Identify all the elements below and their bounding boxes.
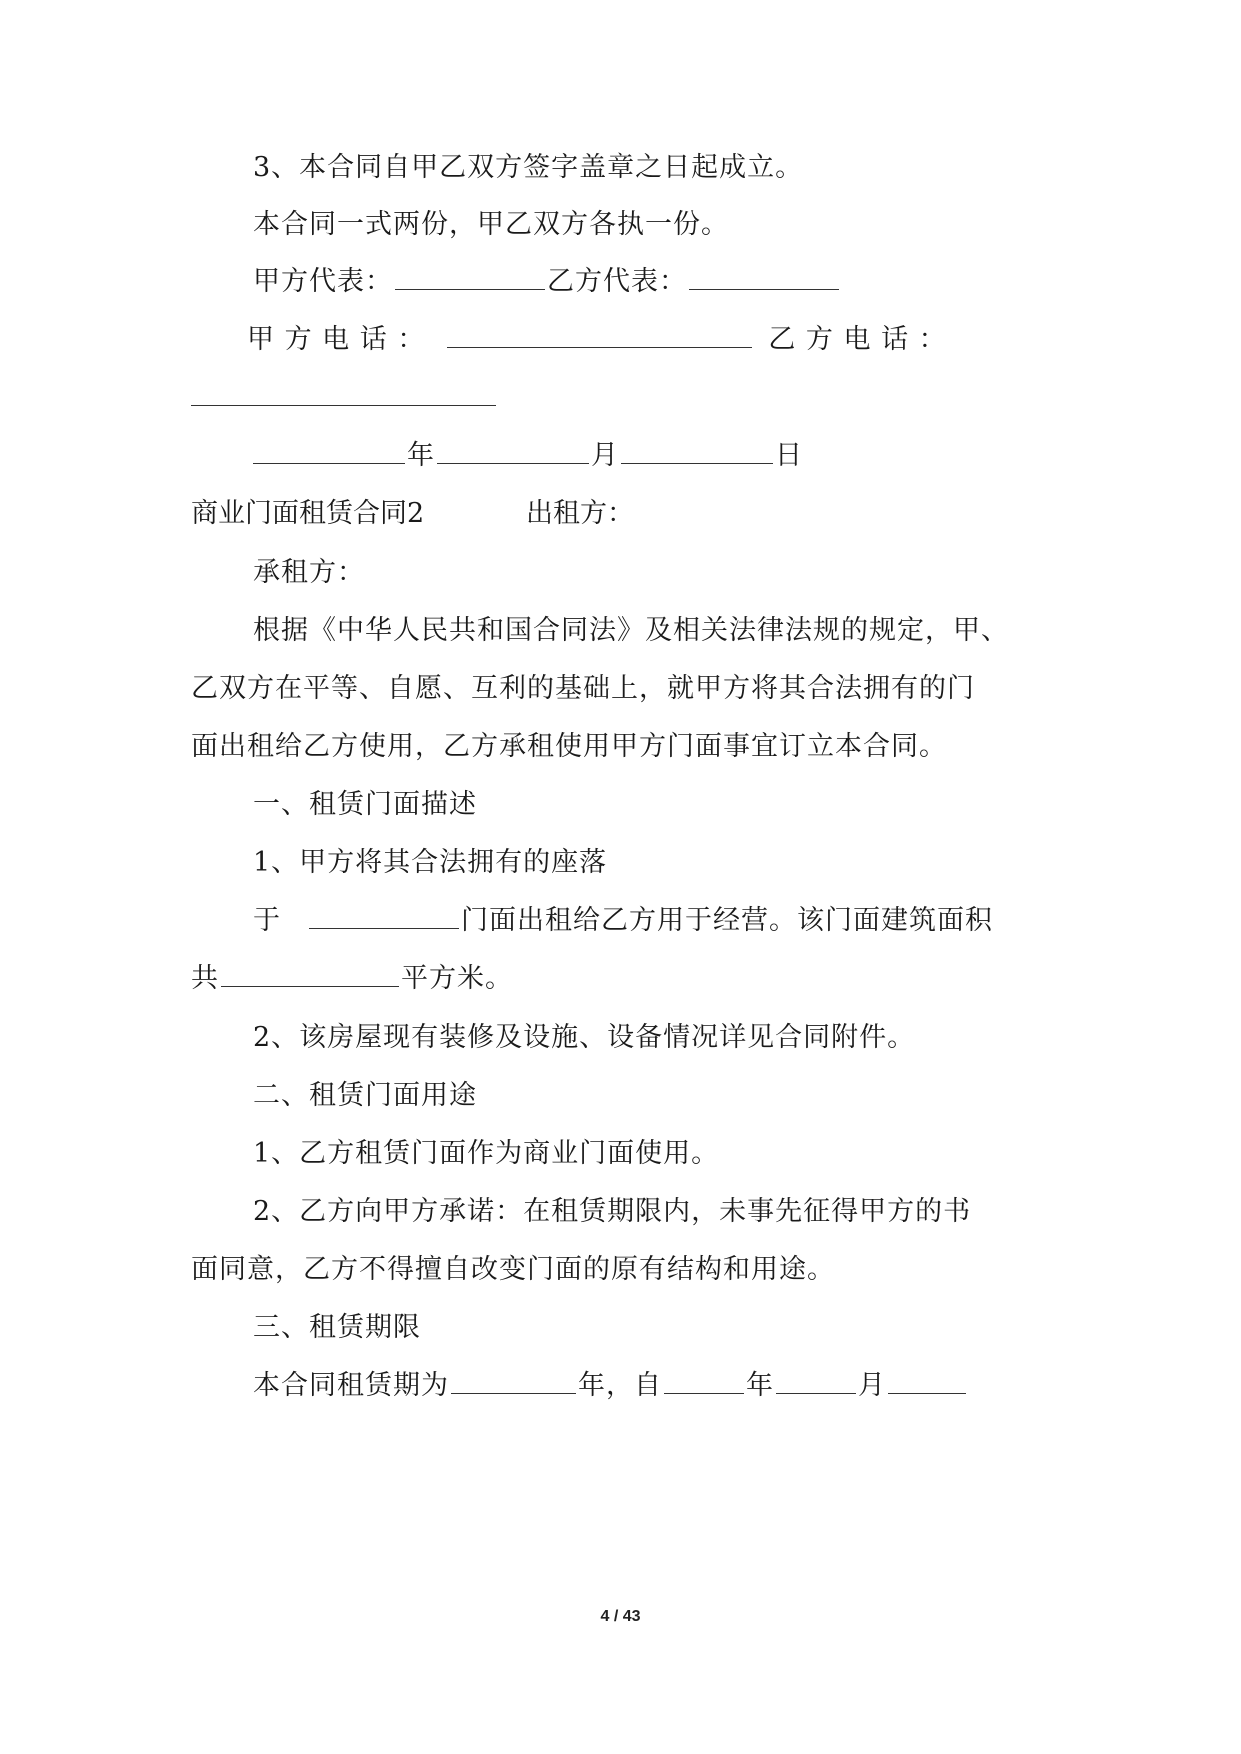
section-1-title: 一、租赁门面描述 [253,789,477,820]
party-a-rep-label: 甲方代表： [253,266,393,297]
party-b-tel-label: 乙 方 电 话 ： [768,324,947,355]
month-label: 月 [591,440,619,471]
intro-line-1: 根据《中华人民共和国合同法》及相关法律法规的规定，甲、 [253,615,1009,646]
start-year-blank [664,1367,744,1394]
party-a-tel-label: 甲 方 电 话 ： [247,324,426,355]
page-number: 4 / 43 [600,1608,641,1625]
area-row [0,959,1241,999]
copies-clause: 本合同一式两份，甲乙双方各执一份。 [253,209,729,240]
contract-title-row [191,494,1091,534]
phone-row [0,320,1241,360]
day-label: 日 [775,440,803,471]
month-blank [437,437,589,464]
section-2-item-1: 1、乙方租赁门面作为商业门面使用。 [253,1138,720,1169]
section-2-item-2-line-2: 面同意，乙方不得擅自改变门面的原有结构和用途。 [191,1254,835,1285]
year-label: 年 [407,440,435,471]
date-row [0,436,1241,476]
start-month-blank [776,1367,856,1394]
contract-title: 商业门面租赁合同2 [191,498,425,529]
intro-line-3: 面出租给乙方使用，乙方承租使用甲方门面事宜订立本合同。 [191,731,947,762]
location-suffix: 门面出租给乙方用于经营。该门面建筑面积 [461,905,993,936]
party-b-rep-label: 乙方代表： [547,266,687,297]
lessee-label: 承租方： [253,557,365,588]
area-suffix: 平方米。 [401,963,513,994]
section-1-item-1: 1、甲方将其合法拥有的座落 [253,847,608,878]
area-blank [221,960,399,987]
party-a-tel-blank [447,321,752,348]
term-prefix: 本合同租赁期为 [253,1370,449,1401]
day-blank [621,437,773,464]
area-prefix: 共 [191,963,219,994]
party-b-tel-blank [191,379,496,406]
start-month-label: 月 [858,1370,886,1401]
year-blank [253,437,405,464]
section-1-item-2: 2、该房屋现有装修及设施、设备情况详见合同附件。 [253,1022,916,1053]
intro-line-2: 乙双方在平等、自愿、互利的基础上，就甲方将其合法拥有的门 [191,673,975,704]
party-b-rep-blank [689,263,839,290]
signature-row [0,262,1241,302]
location-prefix: 于 [253,905,281,936]
term-years-blank [451,1367,576,1394]
clause-3: 3、本合同自甲乙双方签字盖章之日起成立。 [253,152,804,183]
location-row [0,901,1241,941]
section-2-item-2-line-1: 2、乙方向甲方承诺：在租赁期限内，未事先征得甲方的书 [253,1196,972,1227]
start-day-blank [888,1367,966,1394]
section-3-title: 三、租赁期限 [253,1312,421,1343]
location-blank [309,902,459,929]
lessor-label: 出租方： [526,498,634,529]
phone-row-continued [0,378,1241,418]
party-a-rep-blank [395,263,545,290]
section-2-title: 二、租赁门面用途 [253,1080,477,1111]
start-year-label: 年 [746,1370,774,1401]
term-year-from: 年，自 [578,1370,662,1401]
term-row [0,1366,1241,1406]
